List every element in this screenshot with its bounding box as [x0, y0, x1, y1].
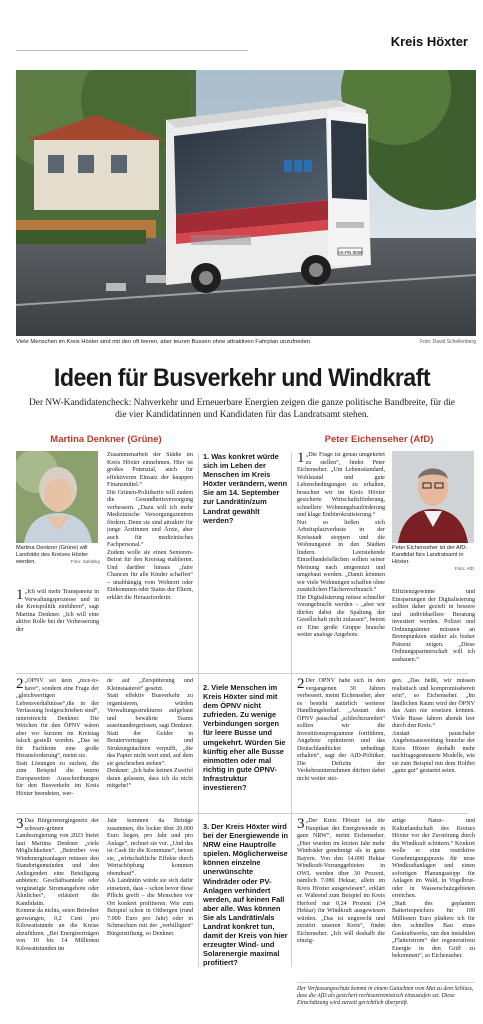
answer-text: Das Bürgerenergiegesetz der schwarz-grünen Landesregierung von 2023 bietet laut Martina Denkner „viele Möglichkeiten“. „Betreiber von Windenergieanlagen müssen den Standortgemeinden und den Anliegenden eine Beteiligung anbieten: Geschäftsanteile oder vergünstigte Stromangebote oder Ähnliches“, erläutert die Kandidatin. Komme da nichts, seien Betreiber gezwungen, 0,2 Cent pro Kilowattstunde an die Kreise abzuführen. „Bei Energieerträgen von 10 bis 14 Millionen Kilowattstunden im [16, 818, 99, 952]
denkner-portrait [16, 451, 98, 543]
answer-text: Der ÖPNV habe sich in den vergangenen 30 Jahren verbessert, meint Eichenseher, aber es besteht natürlich weiterer Handlungsbedarf. „Anstatt den ÖPNV pauschal „schlechtzureden“ sollten wir die Investitionsprogramme fortführen, Angebote optimieren und das Deutschlandticket unbedingt erhalten“, sagt der AfD-Politiker. Die Defizite der Verkehrsunternehmen dürften dabei nicht weiter stei- [297, 678, 385, 782]
denkner-answer-3-continued: Jahr kommen da Beträge zusammen, die locker über 20.000 Euro liegen, pro Jahr und pro Anlage“, rechnet sie vor. „Und das ist Cash für die Kommune“, betont sie, „wirtschaftliche Effekte durch Wertschöpfung kommen obendrauf“. Als Landrätin würde sie sich dafür einsetzen, dass – schon bevor diese Pflicht greift – die Menschen vor Ort konkret profitieren. Wie zum Beispiel schon in Ottbergen (rund 7.000 Euro pro Jahr) oder in Schmechten mit der „verbilligten“ Bürgerstiftung, so Denkner. [107, 818, 193, 937]
answer-text: „Ich will mehr Transparenz in Verwaltungsprozesse und in die Kreispolitik einführen“, sagt Martina Denkner. „Ich will eine aktive Rolle bei der Verbesserung der [16, 589, 99, 633]
eichenseher-caption: Peter Eichenseher ist der AfD-Kandidat fürs Landratsamt in Höxter. [392, 545, 468, 565]
question-2: 2. Viele Menschen im Kreis Höxter sind mit dem ÖPNV nicht zufrieden. Zu wenige Verbindungen sorgen für leere Busse und umgekehrt. Würden Sie künftig eher alle Busse einmotten oder mal richtig in gute ÖPNV-Infrastruktur investieren? [203, 683, 286, 793]
denkner-answer-2 [16, 678, 99, 809]
eichenseher-credit: Foto: AfD [454, 566, 474, 571]
answer-number: 1 [297, 452, 305, 466]
answer-text: „ÖPNV sei kein „nice-to-have“, sondern eine Frage der „gleichwertigen Lebensverhältnisse“,die in der Verfassung festgeschrieben sind“, unterstreicht Denkner. Die Weichen für den ÖPNV wären aber vor kurzem im Kreistag falsch gestellt worden. „Das ist für Fachleute eine große Herausforderung“, meint sie. Statt Lösungen zu suchen, die zum Beispiel die teuren Europaweiten Ausschreibungen für den Busverkehr im Kreis Höxter beendeten, wer- [16, 678, 99, 797]
section-separator [16, 673, 468, 674]
bus-photo-illustration [16, 70, 476, 336]
column-divider [198, 452, 199, 967]
bus-photo [16, 70, 476, 336]
left-candidate-name: Martina Denkner (Grüne) [50, 434, 162, 445]
answer-number: 3 [16, 818, 24, 832]
answer-number: 2 [16, 678, 24, 692]
denkner-answer-1 [16, 589, 99, 669]
denkner-answer-1-continued: Zusammenarbeit der Städte im Kreis Höxter einnehmen. Hier ist großes Potenzial, auch für effektiveren Einsatz der knappen Finanzmittel.“ Die Grünen-Politikerin will zudem die Gesundheitsversorgung verbessern. „Dazu will ich mehr Medizinische Versorgungszentren fördern. Denn sie sind attraktiv für junge Ärztinnen und Ärzte, aber auch für medizinisches Fachpersonal.“ Zudem wolle sie einen Senioren-Beirat für den Kreistag etablieren. Und darüber hinaus „faire Chancen für alle Kinder schaffen“ – unabhängig vom Wohnort oder Einkommen oder Status der Eltern, erklärt die Herausforderin. [107, 452, 193, 601]
top-rule [16, 50, 248, 51]
eichenseher-answer-3-continued: artige Natur- und Kulturlandschaft des Kreises Höxter vor der Zerstörung durch die Windkraft schützen.“ Konkret wolle er eine restriktive Genehmigungspraxis für neue Windkraftanlagen und einen sofortigen Planungsstopp für Anlagen im Wald, in Vogelbrut- oder in Wasserschutzgebieten erreichen. „Statt des geplanten Batteriespeichers für 100 Millionen Euro plädiere ich für den schnellen Bau eines Gaskraftwerks, um den instabilen „Flatterstrom“ der regenerativen Energie in den Griff zu bekommen“, so Eichenseher. [392, 818, 475, 959]
right-candidate-name: Peter Eichenseher (AfD) [324, 434, 434, 445]
eichenseher-answer-2 [297, 678, 385, 809]
denkner-answer-3 [16, 818, 99, 978]
question-3: 3. Der Kreis Höxter wird bei der Energiewende in NRW eine Hauptrolle spielen. Möglicherweise können einzelne unerwünschte Windräder oder PV-Anlagen verhindert werden, auf keinen Fall aber alle. Was können Sie als Landrätin/als Landrat konkret tun, damit der Kreis von hier erzeugter Wind- und Solarenergie maximal profitiert? [203, 822, 288, 968]
denkner-answer-2-continued: de auf „Zerspitterung und Kleinstaaterei“ gesetzt. Statt effektiv Busverkehr zu organisieren, würden Verwaltungsstrukturen aufgebaut und bewährte Teams auseinandergerissen, sagt Denkner. Statt der Gelder in Beraterverträgen und Strukturgutachten verpufft, „die das Papier nicht wert sind, auf dem sie geschrieben stehen“. Denkner: „Ich habe keinen Zweifel daran gelassen, dass ich da nicht mitgehe!“ [107, 678, 193, 789]
denkner-caption: Martina Denkner (Grüne) will Landrätin des Kreises Höxter werden. [16, 545, 89, 565]
headline: Ideen für Busverkehr und Windkraft [53, 364, 431, 392]
answer-number: 3 [297, 818, 305, 832]
section-separator [16, 813, 468, 814]
column-divider [291, 452, 292, 967]
denkner-portrait-illustration [16, 451, 98, 543]
answer-text: „Die Frage ist genau umgekehrt zu stellen“, findet Peter Eichenseher. „Um Lebensstandard, Wohlstand und gute Lebensbedingungen zu erhalten, brauchen wir im Kreis Höxter gesicherte Wirtschaftsförderung, schnellere Wohnungsbauförderung und klage Entbürokratisierung.“ Nur so ließen sich Arbeitsplatzverluste in der Kreisstadt stoppen und die Wohnungsnot in den Städten lindern. Leerstehende Einzelhandelsflächen sollten seiner Meinung nach umgenutzt und umgebaut werden. „Damit könnten wir viele Wohnungen schaffen ohne zusätzlichen Flächenverbrauch.“ Die Digitalisierung müsse schneller vorangebracht werden – „aber wir dürfen dabei die Spaltung der Gesellschaft nicht zulassen“, betont er. Eine große Gruppe brauche weiter analoge Angebote. [297, 452, 385, 638]
footer-note: Der Verfassungsschutz kommt in einem Gutachten vom Mai zu dem Schluss, dass die AfD als gesichert rechtsextremistisch einzustufen sei. Diese Einschätzung wird zurzeit gerichtlich überprüft. [297, 986, 474, 1007]
eichenseher-answer-1-continued: Effizienzgewinne und Einsparungen der Digitalisierung sollten daher gezielt in bessere und individuellere Beratung investiert werden. Polizei und Ordnungsämter müssten an Brennpunkten stärker als bisher Präsenz zeigen. „Diese Ordnungspartnerschaft will ich ausbauen.“ [392, 589, 475, 663]
photo-credit: Foto: David Schellenberg [419, 339, 476, 345]
section-title: Kreis Höxter [390, 34, 468, 49]
eichenseher-portrait-illustration [392, 451, 474, 543]
eichenseher-answer-3 [297, 818, 385, 978]
subheadline: Der NW-Kandidatencheck: Nahverkehr und Erneuerbare Energien zeigen die ganze politische Bandbreite, für die die vier Kandidatinnen und Kandidaten für das Landratsamt stehen. [29, 398, 455, 420]
eichenseher-answer-2-continued: gen. „Das heißt, wir müssen realistisch und kompromissbereit sein“, so Eichenseher. „Im ländlichen Raum wird der ÖPNV das Auto nie ersetzen können. Viele Busse fahren abends leer durch den Kreis.“ Anstatt pauschaler Angebotsausweitung brauche der Kreis Höxter deshalb mehr nachfragegesteuerte Modelle, wie sie zum Beispiel mit dem Holibri „ganz gut“ gestartet seien. [392, 678, 475, 774]
denkner-credit: Foto: Sahitsky [70, 559, 100, 564]
plate-text: HX-PN 8008 [337, 250, 363, 255]
eichenseher-portrait [392, 451, 474, 543]
question-1: 1. Was konkret würde sich im Leben der Menschen im Kreis Höxter verändern, wenn Sie am 14. September zur Landrätin/zum Landrat gewählt werden? [203, 452, 288, 525]
answer-number: 1 [16, 589, 24, 603]
answer-number: 2 [297, 678, 305, 692]
eichenseher-answer-1 [297, 452, 385, 668]
photo-caption: Viele Menschen im Kreis Höxter sind mit den oft leeren, aber teuren Bussen ohne attraktiven Fahrplan unzufrieden. [16, 339, 312, 345]
answer-text: „Der Kreis Höxter ist die Hauptlast der Energiewende in ganz NRW“, meint Eichenseher. „Hier wurden im letzten Jahr mehr Windräder genehmigt als in ganz Bayern. Von den 14.090 Hektar Windkraft-Vorranggebieten in OWL werden über 30 Prozent, nämlich 7.086 Hektar, allein im Kreis Höxter ausgewiesen“, erklärt er. Während zum Beispiel im Kreis Herford nur 0,24 Prozent (34 Hektar) für Windkraft ausgewiesen würden. „Das ist ungerecht und zerstört unseren Kreis“, findet Eichenseher. „Ich will deshalb die einzig- [297, 818, 385, 944]
footer-note-rule [297, 982, 475, 983]
